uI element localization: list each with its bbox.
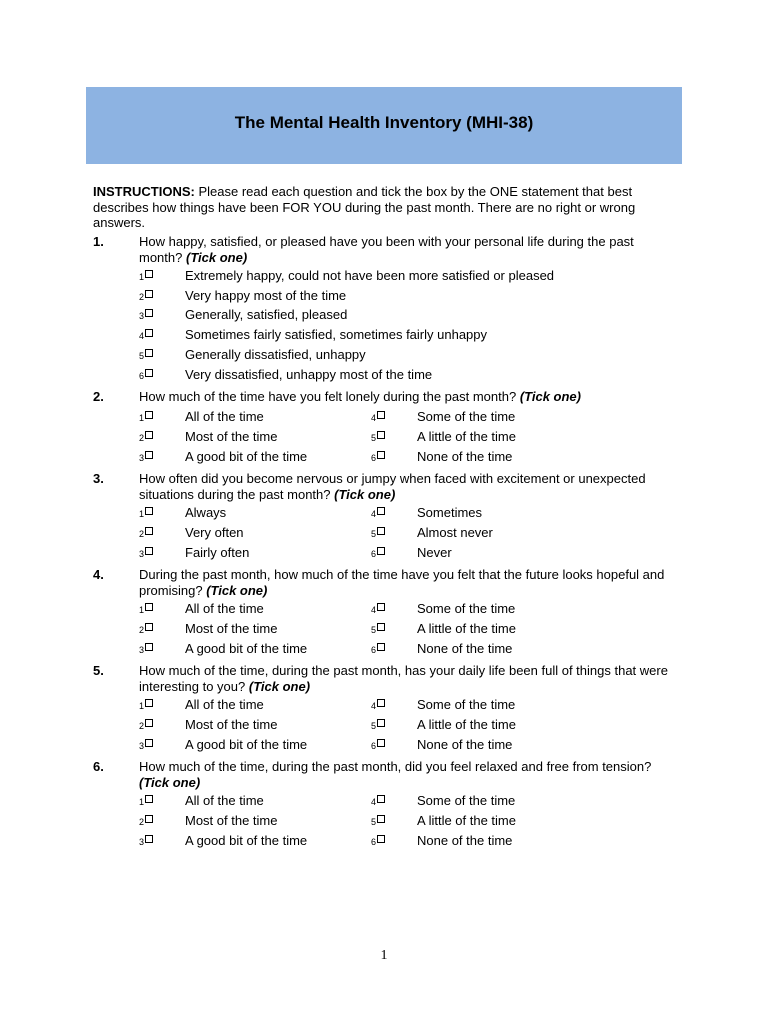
option-number: 1 [139,797,145,807]
question-text [139,759,679,790]
option-number: 4 [371,413,377,423]
question-text-body: During the past month, how much of the time have you felt that the future looks hopeful and promising? [139,567,665,598]
checkbox[interactable] [145,329,153,337]
checkbox[interactable] [145,369,153,377]
option-number: 4 [371,701,377,711]
option-label: Fairly often [185,545,250,560]
instructions [93,184,683,231]
checkbox[interactable] [377,527,385,535]
checkbox[interactable] [377,547,385,555]
option-label: Very often [185,525,244,540]
checkbox[interactable] [145,527,153,535]
tick-one-hint: (Tick one) [139,774,201,790]
checkbox[interactable] [377,603,385,611]
option-number: 6 [371,741,377,751]
checkbox[interactable] [377,623,385,631]
question-text-body: How often did you become nervous or jumpy when faced with excitement or unexpected situations during the past month? [139,471,646,502]
option-number: 5 [371,817,377,827]
option-label: A little of the time [417,717,516,732]
option-number: 1 [139,509,145,519]
option-number: 2 [139,529,145,539]
question-number: 1. [93,234,104,249]
checkbox[interactable] [145,815,153,823]
checkbox[interactable] [145,835,153,843]
checkbox[interactable] [145,719,153,727]
checkbox[interactable] [145,739,153,747]
option-label: All of the time [185,697,264,712]
question-text [139,663,679,694]
question-number: 3. [93,471,104,486]
option-number: 6 [371,837,377,847]
tick-one-hint: (Tick one) [248,678,311,694]
option-number: 2 [139,433,145,443]
option-number: 4 [371,509,377,519]
instructions-label: INSTRUCTIONS: [93,184,195,199]
option-label: All of the time [185,409,264,424]
tick-one-hint: (Tick one) [185,249,248,265]
question-number: 6. [93,759,104,774]
option-number: 4 [371,797,377,807]
question-text [139,234,679,265]
option-number: 3 [139,311,145,321]
option-label: Some of the time [417,601,516,616]
option-number: 5 [371,529,377,539]
question-text-body: How much of the time have you felt lonely during the past month? [139,389,520,404]
option-number: 2 [139,292,145,302]
page-title: The Mental Health Inventory (MHI-38) [234,112,534,132]
option-label: None of the time [417,833,513,848]
checkbox[interactable] [377,451,385,459]
checkbox[interactable] [377,507,385,515]
option-label: Very dissatisfied, unhappy most of the time [185,367,433,382]
checkbox[interactable] [377,815,385,823]
checkbox[interactable] [145,349,153,357]
question-text-body: How much of the time, during the past month, did you feel relaxed and free from tension? [139,759,652,774]
option-number: 2 [139,625,145,635]
option-label: A little of the time [417,813,516,828]
option-number: 5 [371,625,377,635]
option-number: 5 [371,433,377,443]
tick-one-hint: (Tick one) [334,486,396,502]
option-label: Always [185,505,227,520]
question-number: 5. [93,663,104,678]
checkbox[interactable] [145,507,153,515]
checkbox[interactable] [377,795,385,803]
question-text [139,389,679,405]
option-label: A good bit of the time [185,641,308,656]
option-number: 4 [139,331,145,341]
option-label: A good bit of the time [185,833,308,848]
checkbox[interactable] [145,795,153,803]
option-number: 6 [371,645,377,655]
tick-one-hint: (Tick one) [519,389,581,404]
checkbox[interactable] [377,699,385,707]
option-label: Never [417,545,452,560]
option-number: 6 [371,453,377,463]
question-number: 4. [93,567,104,582]
checkbox[interactable] [145,411,153,419]
checkbox[interactable] [145,603,153,611]
option-label: None of the time [417,449,513,464]
option-number: 1 [139,701,145,711]
checkbox[interactable] [145,547,153,555]
checkbox[interactable] [377,719,385,727]
option-number: 5 [371,721,377,731]
tick-one-hint: (Tick one) [206,582,268,598]
option-label: Sometimes fairly satisfied, sometimes fairly unhappy [185,327,488,342]
option-label: Most of the time [185,429,278,444]
option-number: 6 [371,549,377,559]
checkbox[interactable] [145,623,153,631]
option-label: Some of the time [417,409,516,424]
option-label: A little of the time [417,429,516,444]
question-text-body: How happy, satisfied, or pleased have you been with your personal life during the past month? [139,234,634,265]
option-number: 2 [139,721,145,731]
question-text [139,567,679,598]
question-text [139,471,679,502]
checkbox[interactable] [145,431,153,439]
option-label: None of the time [417,737,513,752]
checkbox[interactable] [377,431,385,439]
checkbox[interactable] [145,309,153,317]
checkbox[interactable] [377,643,385,651]
checkbox[interactable] [377,835,385,843]
option-number: 1 [139,413,145,423]
instructions-text: Please read each question and tick the box by the ONE statement that best describes how things have been FOR YOU during the past month. There are no right or wrong answers. [93,184,636,230]
option-number: 1 [139,272,145,282]
option-number: 3 [139,645,145,655]
option-number: 6 [139,371,145,381]
option-label: Almost never [417,525,493,540]
checkbox[interactable] [145,699,153,707]
option-label: Most of the time [185,717,278,732]
page-number: 1 [380,948,388,963]
option-number: 3 [139,837,145,847]
option-label: Most of the time [185,813,278,828]
checkbox[interactable] [145,451,153,459]
option-number: 1 [139,605,145,615]
option-number: 3 [139,453,145,463]
option-number: 3 [139,741,145,751]
option-number: 3 [139,549,145,559]
option-label: None of the time [417,641,513,656]
option-label: Very happy most of the time [185,288,347,303]
option-label: Some of the time [417,697,516,712]
option-label: Sometimes [417,505,483,520]
option-label: A little of the time [417,621,516,636]
option-number: 2 [139,817,145,827]
option-label: Most of the time [185,621,278,636]
checkbox[interactable] [145,643,153,651]
option-number: 5 [139,351,145,361]
question-text-body: How much of the time, during the past month, has your daily life been full of things that were interesting to you? [139,663,668,694]
checkbox[interactable] [377,739,385,747]
question-number: 2. [93,389,104,404]
checkbox[interactable] [377,411,385,419]
checkbox[interactable] [145,290,153,298]
option-label: All of the time [185,793,264,808]
option-label: A good bit of the time [185,737,308,752]
option-label: Generally, satisfied, pleased [185,307,348,322]
option-number: 4 [371,605,377,615]
option-label: Some of the time [417,793,516,808]
checkbox[interactable] [145,270,153,278]
option-label: All of the time [185,601,264,616]
title-band [86,87,682,164]
option-label: A good bit of the time [185,449,308,464]
option-label: Extremely happy, could not have been more satisfied or pleased [185,268,555,283]
option-label: Generally dissatisfied, unhappy [185,347,366,362]
